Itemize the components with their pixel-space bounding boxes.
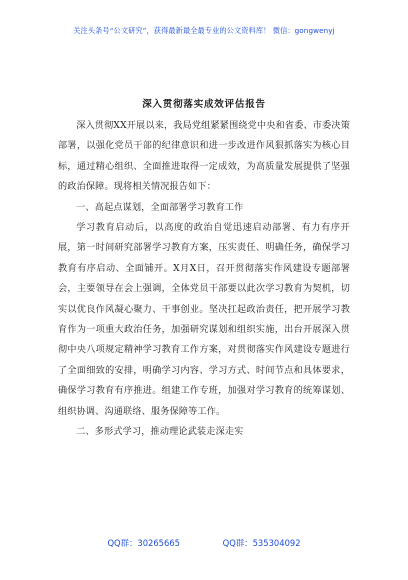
paragraph-intro: 深入贯彻XX开展以来，我局党组紧紧围绕党中央和省委、市委决策部署，以强化党员干部的纪律意识和进一步改进作风狠抓落实为核心目标，通过精心组织、全面推进取得一定成效，为高质量发展提供了坚强的政治保障。现将相关情况报告如下： xyxy=(58,121,350,193)
paragraph-section-1: 学习教育启动后，以高度的政治自觉迅速启动部署、有力有序开展，第一时间研究部署学习教育方案，压实责任、明确任务，确保学习教育有序启动、全面铺开。X月X日，召开贯彻落实作风建设专题部署会，主要领导在会上强调，全体党员干部要以此次学习教育为契机，切实以优良作风凝心聚力、干事创业。坚决扛起政治责任，把开展学习教育作为一项重大政治任务，加强研究谋划和组织实施，出台开展深入贯彻中央八项规定精神学习教育工作方案，对贯彻落实作风建设专题进行了全面细致的安排，明确学习内容、学习方式、时间节点和具体要求，确保学习教育有序推进。组建工作专班，加强对学习教育的统筹谋划、组织协调、沟通联络、服务保障等工作。 xyxy=(58,223,350,417)
document-title: 深入贯彻落实成效评估报告 xyxy=(142,99,266,110)
section-heading-2: 二、多形式学习，推动理论武装走深走实 xyxy=(76,427,244,438)
footer-qq-group-2: QQ群：535304092 xyxy=(222,538,301,548)
footer-contact xyxy=(0,537,408,549)
header-note: 关注头条号“公文研究”，获得最新最全最专业的公文资料库！ 微信：gongwenyj xyxy=(73,26,335,35)
document-body xyxy=(58,116,350,443)
footer-qq-group-1: QQ群：30265665 xyxy=(107,538,180,548)
section-heading-1: 一、高起点谋划，全面部署学习教育工作 xyxy=(76,202,244,213)
